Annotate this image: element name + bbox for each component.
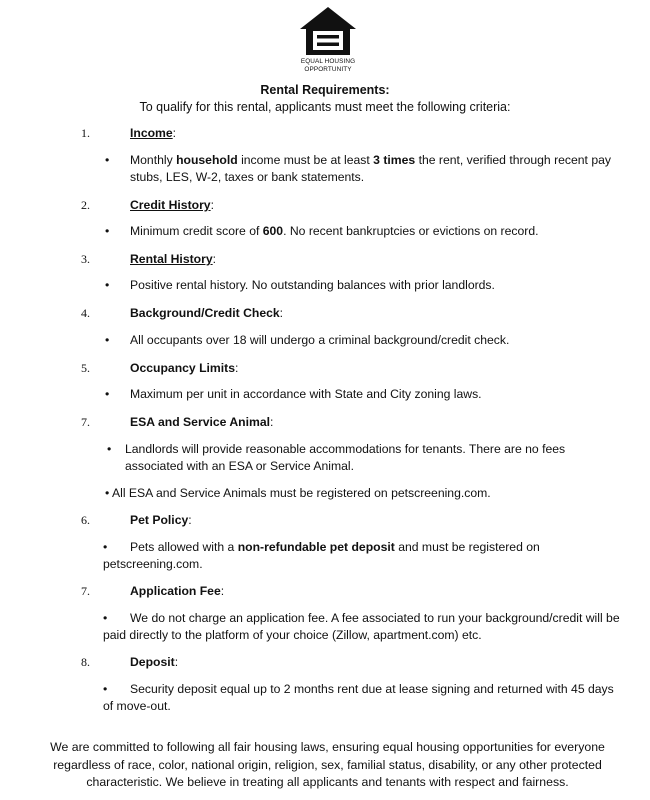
- section-title-deposit: Deposit:: [130, 655, 179, 669]
- section-number: 6.: [81, 513, 90, 527]
- section-number: 3.: [81, 252, 90, 266]
- bullet-esa-registration: • All ESA and Service Animals must be registered on petscreening.com.: [105, 486, 491, 500]
- bullet-rental-history: • Positive rental history. No outstanding balances with prior landlords.: [105, 278, 495, 292]
- bullet-pet-policy: • Pets allowed with a non-refundable pet deposit and must be registered on petscreening.com.: [103, 540, 540, 571]
- section-title-pet-policy: Pet Policy:: [130, 513, 192, 527]
- page-title: Rental Requirements:: [260, 83, 390, 97]
- equal-housing-logo: [296, 5, 360, 73]
- intro-text: To qualify for this rental, applicants must meet the following criteria:: [139, 100, 511, 114]
- section-title-occupancy: Occupancy Limits:: [130, 361, 239, 375]
- section-number: 7.: [81, 415, 90, 429]
- section-number: 7.: [81, 584, 90, 598]
- section-title-background-check: Background/Credit Check:: [130, 306, 284, 320]
- section-number: 8.: [81, 655, 90, 669]
- section-number: 5.: [81, 361, 90, 375]
- section-title-esa: ESA and Service Animal:: [130, 415, 274, 429]
- bullet-occupancy: • Maximum per unit in accordance with State and City zoning laws.: [105, 387, 482, 401]
- section-number: 1.: [81, 126, 90, 140]
- bullet-deposit: • Security deposit equal up to 2 months rent due at lease signing and returned with 45 days of move-out.: [103, 682, 614, 713]
- section-title-credit-history: Credit History:: [130, 198, 214, 212]
- bullet-application-fee: • We do not charge an application fee. A fee associated to run your background/credit will be paid directly to the platform of your choice (Zillow, apartment.com) etc.: [103, 611, 620, 642]
- fair-housing-statement: We are committed to following all fair housing laws, ensuring equal housing opportunities for everyone regardless of race, color, national origin, religion, sex, familial status, disability, or any other protected characteristic. We believe in treating all applicants and tenants with respect and fairness.: [50, 740, 605, 789]
- section-number: 4.: [81, 306, 90, 320]
- bullet-background-check: • All occupants over 18 will undergo a criminal background/credit check.: [105, 333, 510, 347]
- bullet-credit-history: • Minimum credit score of 600. No recent bankruptcies or evictions on record.: [105, 224, 539, 238]
- logo-text-1: EQUAL HOUSING: [300, 58, 356, 65]
- logo-text-2: OPPORTUNITY: [304, 66, 352, 73]
- house-icon: [298, 5, 358, 57]
- section-title-application-fee: Application Fee:: [130, 584, 225, 598]
- section-title-income: Income:: [130, 126, 177, 140]
- bullet-income: • Monthly household income must be at least 3 times the rent, verified through recent pay stubs, LES, W-2, taxes or bank statements.: [105, 153, 611, 184]
- bullet-esa: • Landlords will provide reasonable accommodations for tenants. There are no fees associated with an ESA or Service Animal.: [107, 442, 566, 473]
- section-title-rental-history: Rental History:: [130, 252, 217, 266]
- section-number: 2.: [81, 198, 90, 212]
